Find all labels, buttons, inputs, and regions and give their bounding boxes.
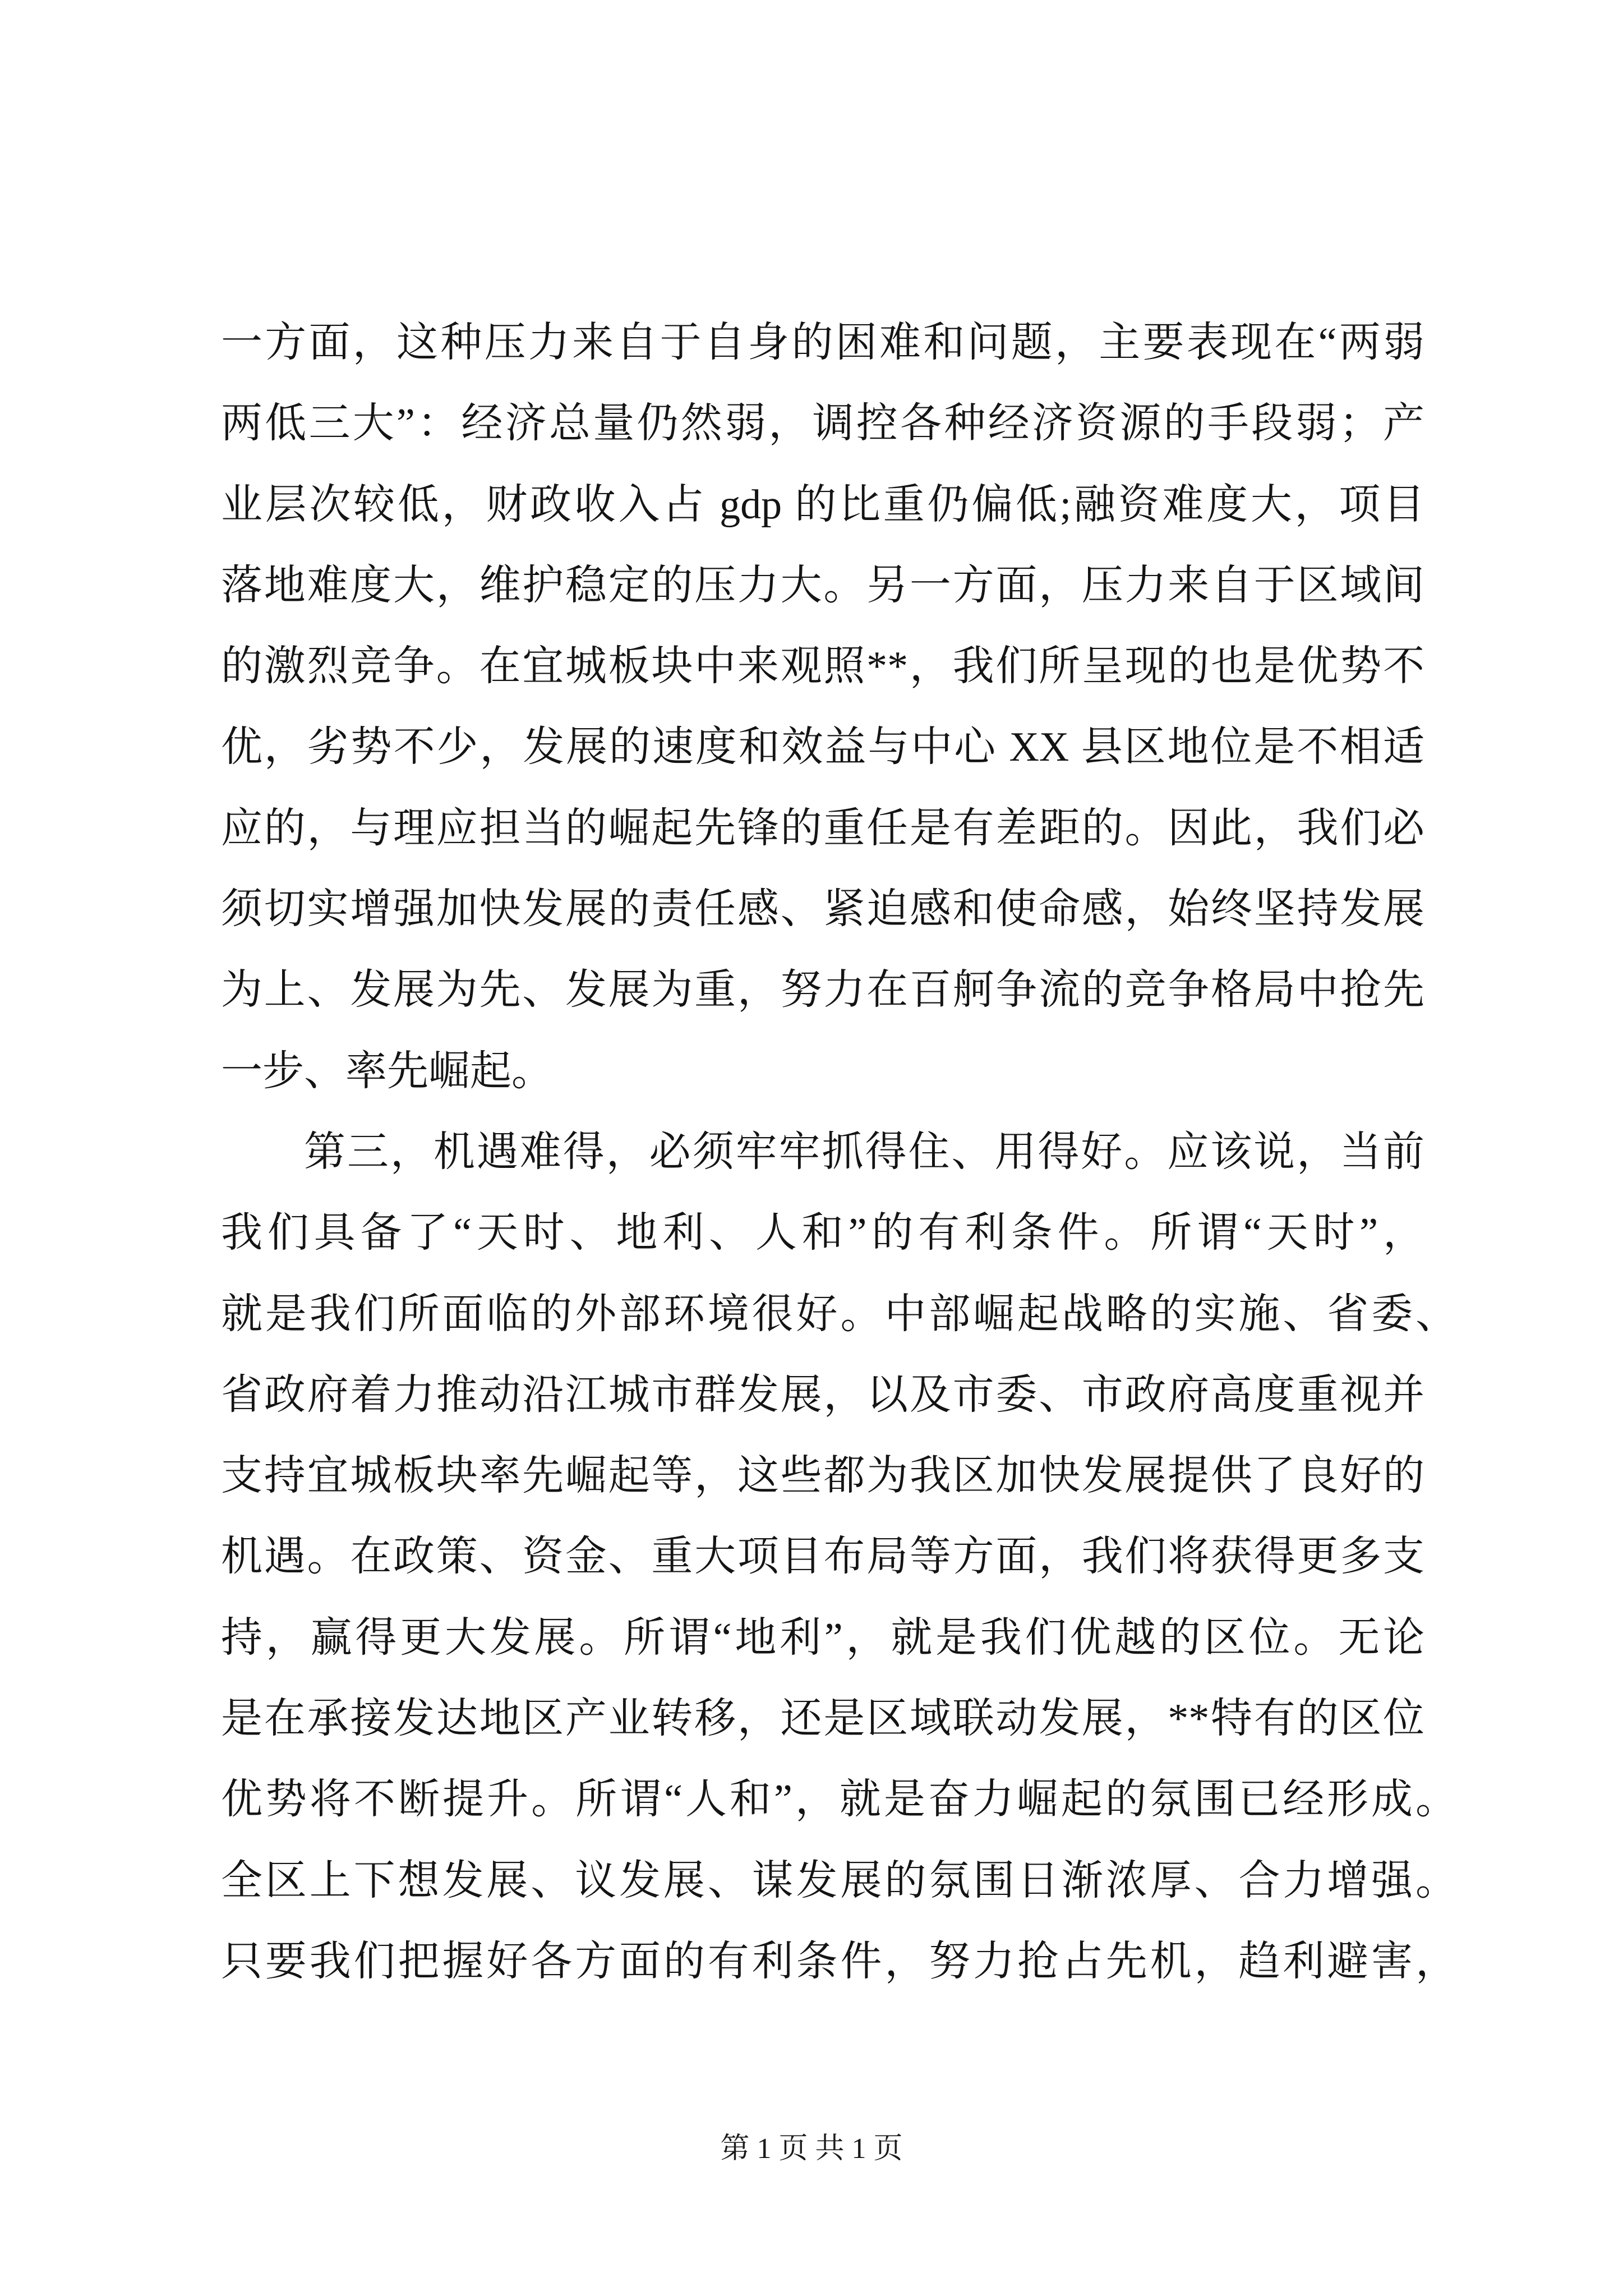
text-line: 持，赢得更大发展。所谓“地利”，就是我们优越的区位。无论 (221, 1614, 1424, 1661)
text-line: 一步、率先崛起。 (221, 1048, 553, 1094)
document-body (221, 302, 1466, 2002)
paragraph-2 (221, 1112, 1466, 2002)
text-line: 业层次较低，财政收入占 gdp 的比重仍偏低;融资难度大，项目 (221, 481, 1424, 528)
text-line: 须切实增强加快发展的责任感、紧迫感和使命感，始终坚持发展 (221, 886, 1424, 933)
text-line: 是在承接发达地区产业转移，还是区域联动发展，**特有的区位 (221, 1696, 1424, 1742)
text-line: 为上、发展为先、发展为重，努力在百舸争流的竞争格局中抢先 (221, 967, 1424, 1014)
text-line: 支持宜城板块率先崛起等，这些都为我区加快发展提供了良好的 (221, 1453, 1424, 1499)
text-line: 落地难度大，维护稳定的压力大。另一方面，压力来自于区域间 (221, 562, 1424, 609)
text-line: 第三，机遇难得，必须牢牢抓得住、用得好。应该说，当前 (304, 1129, 1424, 1175)
text-line: 的激烈竞争。在宜城板块中来观照**，我们所呈现的也是优势不 (221, 643, 1424, 690)
text-line: 一方面，这种压力来自于自身的困难和问题，主要表现在“两弱 (221, 320, 1424, 366)
text-line: 两低三大”：经济总量仍然弱，调控各种经济资源的手段弱；产 (221, 401, 1424, 447)
page-number-footer: 第 1 页 共 1 页 (720, 2133, 903, 2165)
text-line: 优，劣势不少，发展的速度和效益与中心 XX 县区地位是不相适 (221, 724, 1424, 771)
text-line: 全区上下想发展、议发展、谋发展的氛围日渐浓厚、合力增强。 (221, 1857, 1457, 1904)
text-line: 就是我们所面临的外部环境很好。中部崛起战略的实施、省委、 (221, 1291, 1457, 1337)
text-line: 机遇。在政策、资金、重大项目布局等方面，我们将获得更多支 (221, 1534, 1424, 1580)
text-line: 应的，与理应担当的崛起先锋的重任是有差距的。因此，我们必 (221, 805, 1424, 852)
paragraph-1 (221, 302, 1466, 1112)
text-line: 只要我们把握好各方面的有利条件，努力抢占先机，趋利避害， (221, 1938, 1457, 1985)
text-line: 省政府着力推动沿江城市群发展，以及市委、市政府高度重视并 (221, 1372, 1424, 1418)
text-line: 我们具备了“天时、地利、人和”的有利条件。所谓“天时”， (221, 1210, 1424, 1257)
text-line: 优势将不断提升。所谓“人和”，就是奋力崛起的氛围已经形成。 (221, 1777, 1457, 1823)
